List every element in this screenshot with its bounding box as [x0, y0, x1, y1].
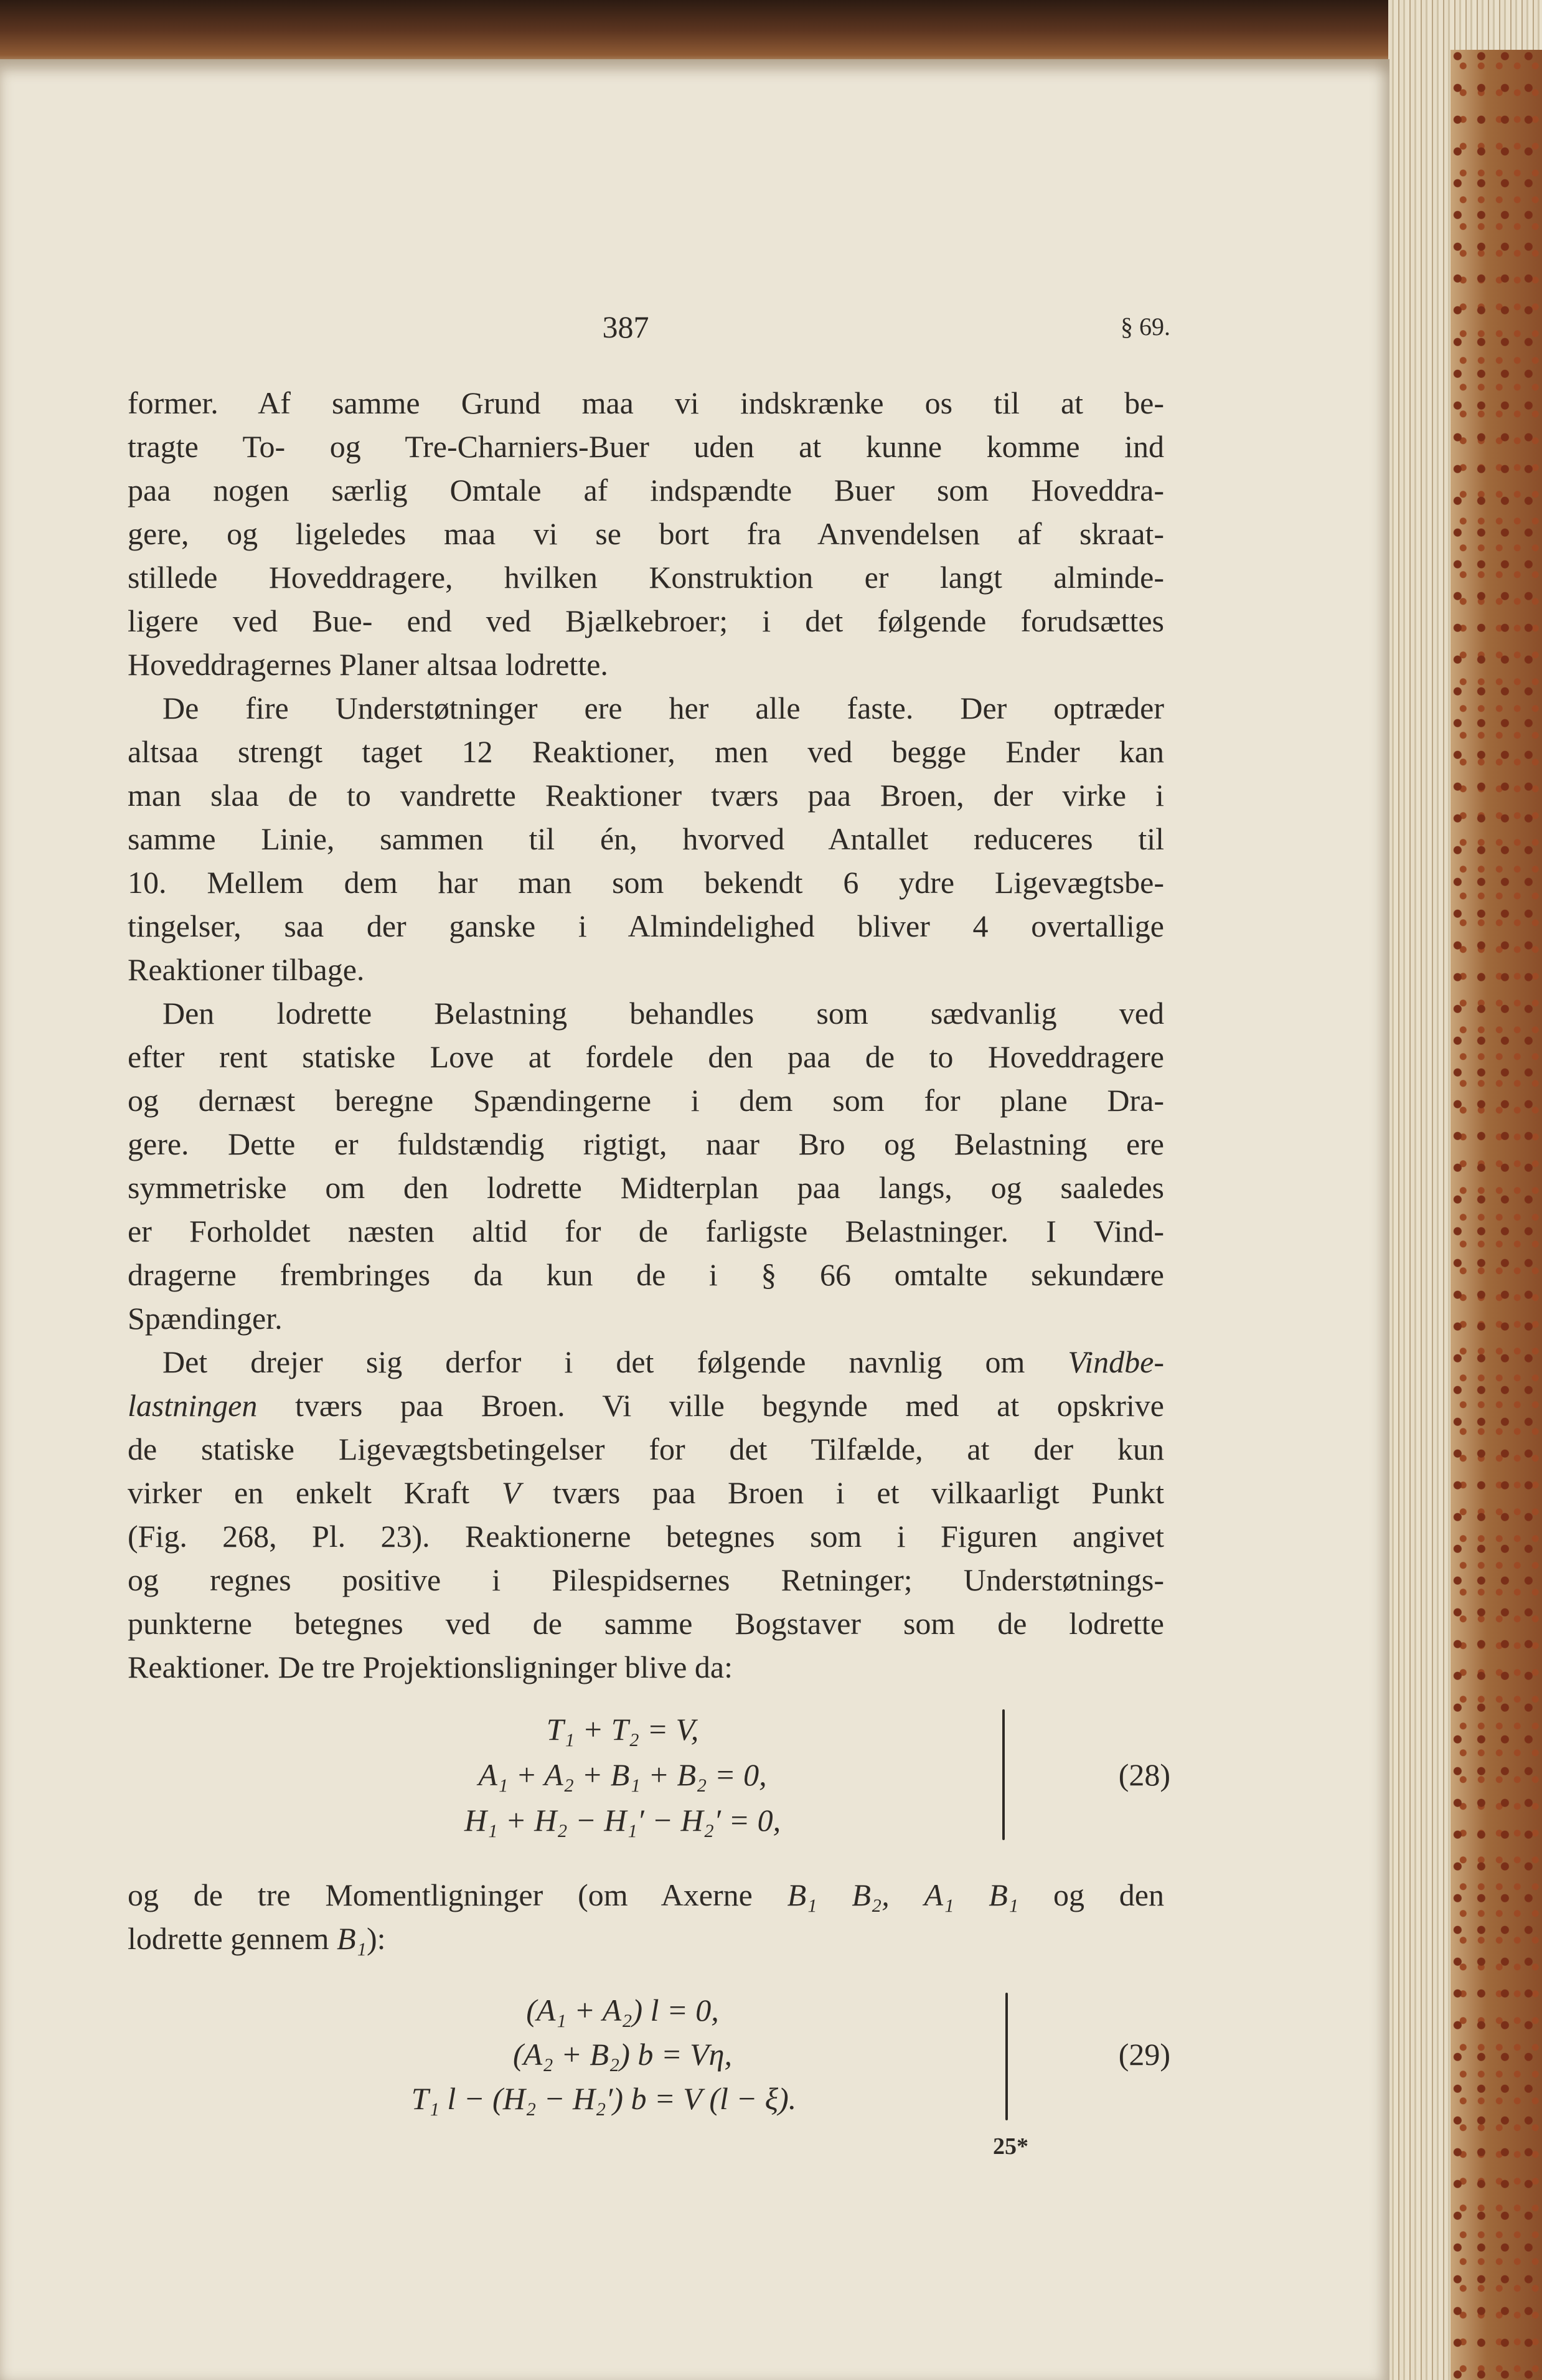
text-line: Den lodrette Belastning behandles som sædvanlig ved [162, 996, 1164, 1031]
paragraph [128, 686, 1164, 991]
text-line [128, 1873, 1164, 1917]
text-line: Spændinger. [128, 1301, 283, 1336]
text-line: punkterne betegnes ved de samme Bogstaver som de lodrette [128, 1606, 1164, 1641]
signature-mark: 25* [993, 2133, 1028, 2160]
italic-term: B₁ B₂, [787, 1877, 890, 1912]
brace [1005, 1993, 1008, 2120]
text-line: gere, og ligeledes maa vi se bort fra Anvendelsen af skraat- [128, 516, 1164, 551]
book-cover-edge [1450, 50, 1542, 2380]
italic-term: V [501, 1475, 521, 1510]
text-line: tingelser, saa der ganske i Almindelighed bliver 4 overtallige [128, 909, 1164, 943]
text-line: samme Linie, sammen til én, hvorved Antallet reduceres til [128, 821, 1164, 856]
paragraph [128, 381, 1164, 686]
text-line: man slaa de to vandrette Reaktioner tværs paa Broen, der virke i [128, 778, 1164, 813]
equation-line: H₁ + H₂ − H₁′ − H₂′ = 0, [464, 1803, 781, 1838]
text-segment [890, 1877, 924, 1912]
text-segment: lodrette gennem [128, 1921, 337, 1956]
text-line: Reaktioner. De tre Projektionsligninger blive da: [128, 1650, 733, 1684]
equation-number: (28) [1118, 1757, 1170, 1792]
text-segment: tværs paa Broen i et vilkaarligt Punkt [520, 1475, 1164, 1510]
equation-line: T₁ l − (H₂ − H₂′) b = V (l − ξ). [411, 2081, 797, 2116]
text-line: Hoveddragernes Planer altsaa lodrette. [128, 647, 608, 682]
text-line: de statiske Ligevægtsbetingelser for det Tilfælde, at der kun [128, 1432, 1164, 1466]
text-line: tragte To- og Tre-Charniers-Buer uden at kunne komme ind [128, 429, 1164, 464]
text-line: Reaktioner tilbage. [128, 952, 365, 987]
text-line: er Forholdet næsten altid for de farligste Belastninger. I Vind- [128, 1214, 1164, 1249]
text-line [128, 1340, 1164, 1384]
brace [1002, 1709, 1005, 1840]
text-line: (Fig. 268, Pl. 23). Reaktionerne betegnes som i Figuren angivet [128, 1519, 1164, 1554]
book-binding-edge [0, 0, 1542, 68]
page-number: 387 [602, 309, 649, 344]
italic-term: B₁ [337, 1921, 367, 1956]
body-text [128, 381, 1164, 1689]
equation-number: (29) [1118, 2037, 1170, 2072]
text-line: ligere ved Bue- end ved Bjælkebroer; i det følgende forudsættes [128, 603, 1164, 638]
text-segment: og den [1018, 1877, 1164, 1912]
paragraph [128, 991, 1164, 1340]
text-line: 10. Mellem dem har man som bekendt 6 ydre Ligevægtsbe- [128, 865, 1164, 900]
text-line [128, 1384, 1164, 1427]
text-line: former. Af samme Grund maa vi indskrænke os til at be- [128, 385, 1164, 420]
text-segment: tværs paa Broen. Vi ville begynde med at opskrive [257, 1388, 1164, 1423]
text-line: symmetriske om den lodrette Midterplan paa langs, og saaledes [128, 1170, 1164, 1205]
equation-line: A₁ + A₂ + B₁ + B₂ = 0, [478, 1757, 767, 1792]
text-line: og dernæst beregne Spændingerne i dem som for plane Dra- [128, 1083, 1164, 1118]
text-line [128, 1471, 1164, 1514]
text-line: gere. Dette er fuldstændig rigtigt, naar Bro og Belastning ere [128, 1126, 1164, 1161]
body-text-continued [128, 1873, 1164, 1960]
section-number: § 69. [1121, 313, 1170, 341]
equation-line: (A₁ + A₂) l = 0, [526, 1993, 719, 2028]
equation-line: T₁ + T₂ = V, [546, 1712, 699, 1747]
text-line: efter rent statiske Love at fordele den paa de to Hoveddragere [128, 1039, 1164, 1074]
text-segment: virker en enkelt Kraft [128, 1475, 502, 1510]
text-line: stillede Hoveddragere, hvilken Konstruktion er langt alminde- [128, 560, 1164, 595]
equation-line: (A₂ + B₂) b = Vη, [513, 2037, 732, 2072]
text-line: altsaa strengt taget 12 Reaktioner, men ved begge Ender kan [128, 734, 1164, 769]
text-line: De fire Understøtninger ere her alle faste. Der optræder [162, 691, 1164, 725]
text-segment: ): [366, 1921, 386, 1956]
text-line [128, 1917, 1164, 1960]
paragraph [128, 1873, 1164, 1960]
italic-term: A₁ B₁ [924, 1877, 1019, 1912]
text-line: og regnes positive i Pilespidsernes Retninger; Understøtnings- [128, 1562, 1164, 1597]
paragraph [128, 1340, 1164, 1689]
text-line: dragerne frembringes da kun de i § 66 omtalte sekundære [128, 1257, 1164, 1292]
text-segment: og de tre Momentligninger (om Axerne [128, 1877, 787, 1912]
text-segment: Det drejer sig derfor i det følgende navnlig om [162, 1344, 1068, 1379]
italic-term: Vindbe- [1068, 1344, 1164, 1379]
italic-term: lastningen [128, 1388, 258, 1423]
text-line: paa nogen særlig Omtale af indspændte Buer som Hoveddra- [128, 473, 1164, 508]
